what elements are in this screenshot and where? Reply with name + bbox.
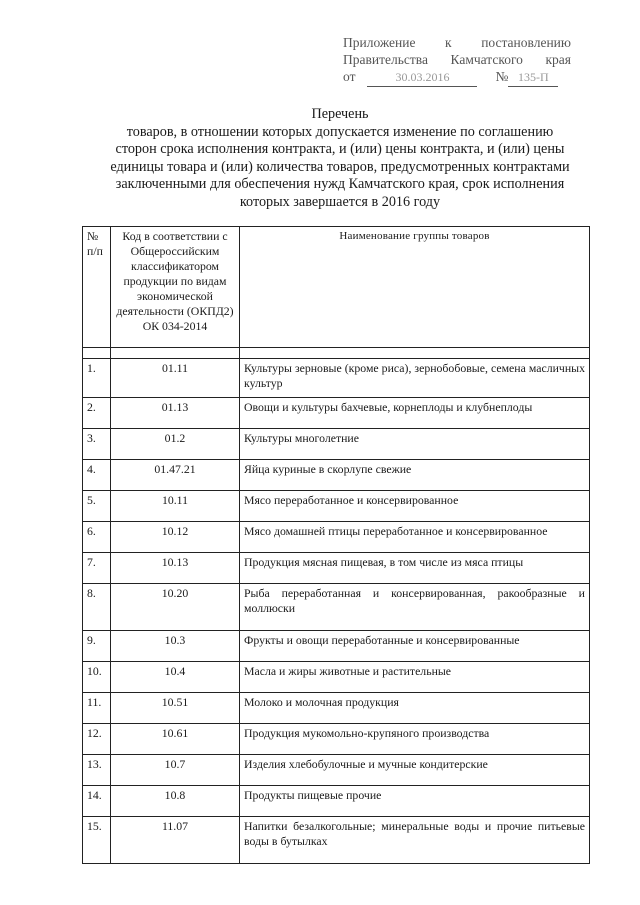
row-goods-name: Продукция мукомольно-крупяного производства xyxy=(240,724,590,755)
header-group-name: Наименование группы товаров xyxy=(240,227,590,348)
header-government-word: Правительства xyxy=(343,52,428,67)
row-code: 10.51 xyxy=(111,693,240,724)
row-goods-name: Культуры зерновые (кроме риса), зернобобовые, семена масличных культур xyxy=(240,359,590,398)
header-region-word: Камчатского xyxy=(450,52,523,67)
row-code: 10.61 xyxy=(111,724,240,755)
decree-date: 30.03.2016 xyxy=(367,69,477,87)
row-goods-name: Фрукты и овощи переработанные и консервированные xyxy=(240,631,590,662)
row-code: 10.8 xyxy=(111,786,240,817)
row-number: 4. xyxy=(83,460,111,491)
header-preposition: к xyxy=(445,35,452,50)
title-line-4: заключенными для обеспечения нужд Камчатского края, срок исполнения xyxy=(115,176,565,192)
header-number: № п/п xyxy=(83,227,111,348)
row-code: 10.4 xyxy=(111,662,240,693)
row-goods-name: Продукция мясная пищевая, в том числе из мяса птицы xyxy=(240,553,590,584)
row-number: 12. xyxy=(83,724,111,755)
row-goods-name: Яйца куриные в скорлупе свежие xyxy=(240,460,590,491)
row-code: 01.13 xyxy=(111,398,240,429)
row-number: 11. xyxy=(83,693,111,724)
row-goods-name: Культуры многолетние xyxy=(240,429,590,460)
goods-table xyxy=(82,226,590,864)
row-goods-name: Масла и жиры животные и растительные xyxy=(240,662,590,693)
row-code: 11.07 xyxy=(111,817,240,864)
row-number: 9. xyxy=(83,631,111,662)
row-code: 01.47.21 xyxy=(111,460,240,491)
table-row xyxy=(83,631,590,662)
date-prefix: от xyxy=(343,69,356,84)
row-goods-name: Напитки безалкогольные; минеральные воды и прочие питьевые воды в бутылках xyxy=(240,817,590,864)
row-number: 10. xyxy=(83,662,111,693)
title-line-5: которых завершается в 2016 году xyxy=(239,193,441,210)
document-title xyxy=(90,106,590,211)
row-code: 10.13 xyxy=(111,553,240,584)
table-row xyxy=(83,359,590,398)
table-row xyxy=(83,429,590,460)
header-appendix-word: Приложение xyxy=(343,35,416,50)
table-row xyxy=(83,491,590,522)
title-line-3: единицы товара и (или) количества товаров, предусмотренных контрактами xyxy=(110,158,570,175)
row-goods-name: Молоко и молочная продукция xyxy=(240,693,590,724)
row-number: 3. xyxy=(83,429,111,460)
row-goods-name: Изделия хлебобулочные и мучные кондитерские xyxy=(240,755,590,786)
row-code: 10.12 xyxy=(111,522,240,553)
table-row xyxy=(83,460,590,491)
row-number: 7. xyxy=(83,553,111,584)
row-number: 1. xyxy=(83,359,111,398)
table-row xyxy=(83,398,590,429)
title-heading: Перечень xyxy=(311,106,369,122)
header-date-line xyxy=(343,68,571,87)
number-sign: № xyxy=(495,69,509,84)
row-goods-name: Мясо домашней птицы переработанное и консервированное xyxy=(240,522,590,553)
table-row xyxy=(83,693,590,724)
row-code: 01.11 xyxy=(111,359,240,398)
title-line-2: сторон срока исполнения контракта, и (или) цены контракта, и (или) цены xyxy=(115,141,565,157)
table-row xyxy=(83,584,590,631)
header-code: Код в соответствии с Общероссийским классификатором продукции по видам экономической деятельности (ОКПД2) ОК 034-2014 xyxy=(111,227,240,348)
row-goods-name: Овощи и культуры бахчевые, корнеплоды и клубнеплоды xyxy=(240,398,590,429)
table-row xyxy=(83,522,590,553)
row-goods-name: Рыба переработанная и консервированная, ракообразные и моллюски xyxy=(240,584,590,631)
row-number: 15. xyxy=(83,817,111,864)
row-number: 6. xyxy=(83,522,111,553)
table-row xyxy=(83,724,590,755)
header-line-1 xyxy=(343,34,571,51)
row-goods-name: Продукты пищевые прочие xyxy=(240,786,590,817)
row-number: 13. xyxy=(83,755,111,786)
row-number: 14. xyxy=(83,786,111,817)
title-line-1: товаров, в отношении которых допускается изменение по соглашению xyxy=(126,123,554,140)
row-code: 10.7 xyxy=(111,755,240,786)
table-row xyxy=(83,786,590,817)
table-row xyxy=(83,755,590,786)
row-number: 5. xyxy=(83,491,111,522)
row-code: 10.11 xyxy=(111,491,240,522)
header-krai-word: края xyxy=(545,52,571,67)
table-spacer-row xyxy=(83,348,590,359)
decree-number: 135-П xyxy=(508,69,558,87)
decree-reference xyxy=(343,34,571,87)
table-row xyxy=(83,662,590,693)
table-row xyxy=(83,817,590,864)
row-number: 2. xyxy=(83,398,111,429)
table-header-row xyxy=(83,227,590,348)
header-resolution-word: постановлению xyxy=(481,35,571,50)
table-row xyxy=(83,553,590,584)
row-goods-name: Мясо переработанное и консервированное xyxy=(240,491,590,522)
row-code: 10.20 xyxy=(111,584,240,631)
row-number: 8. xyxy=(83,584,111,631)
header-line-2 xyxy=(343,51,571,68)
row-code: 10.3 xyxy=(111,631,240,662)
row-code: 01.2 xyxy=(111,429,240,460)
